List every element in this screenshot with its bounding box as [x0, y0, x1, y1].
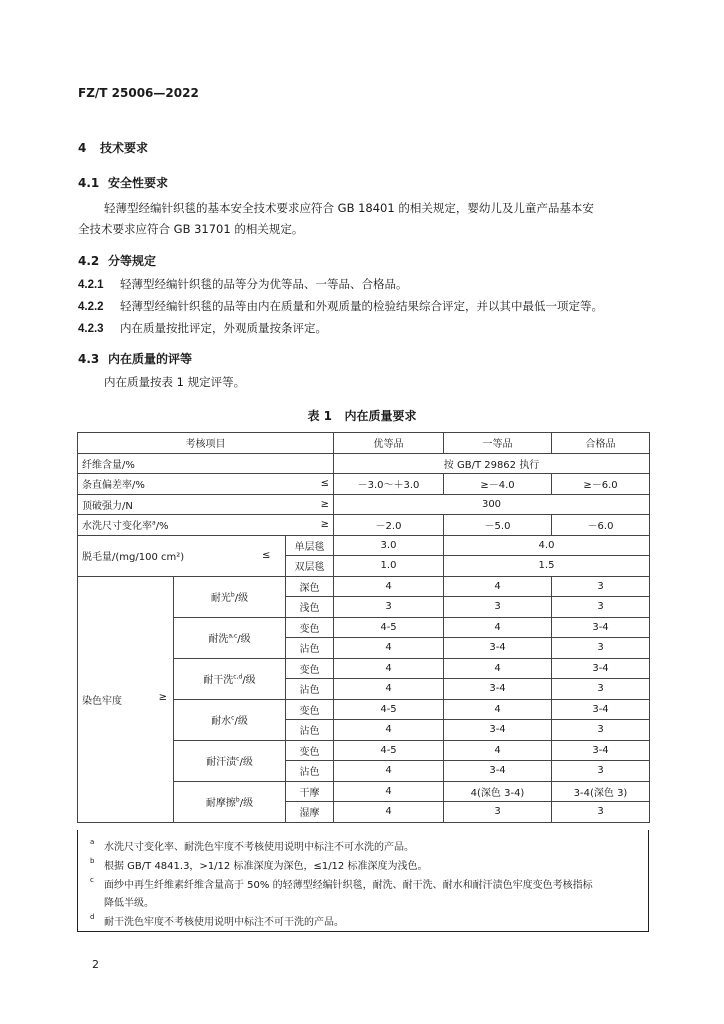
clause-text: 轻薄型经编针织毯的品等由内在质量和外观质量的检验结果综合评定，并以其中最低一项定等。 [120, 299, 603, 313]
cell-value: 4 [444, 699, 552, 720]
cell-value: 4-5 [334, 699, 444, 720]
cell-value: 4 [334, 761, 444, 782]
cell-value: 4 [334, 781, 444, 802]
sub-label: 变色 [286, 699, 334, 720]
comparison-symbol: ≤ [286, 474, 334, 495]
table-row [78, 515, 650, 536]
sub-label: 沾色 [286, 638, 334, 659]
row-label: 条直偏差率/% [78, 474, 286, 495]
cell-value: 3.0 [334, 535, 444, 556]
footnote: 降低半级。 [104, 898, 154, 909]
sub-label: 沾色 [286, 720, 334, 741]
section-number: 4.2 [78, 254, 100, 268]
cell-value: 3 [444, 597, 552, 618]
header-cell: 合格品 [552, 433, 650, 454]
section-title: 分等规定 [108, 254, 157, 268]
group-label: 耐摩擦$^b$/级 [174, 781, 286, 822]
cell-value: 4 [334, 720, 444, 741]
paragraph-line: 全技术要求应符合 GB 31701 的相关规定。 [78, 222, 304, 236]
footnote-mark: a [152, 519, 156, 527]
cell-value: 3-4 [444, 761, 552, 782]
standard-code: FZ/T 25006—2022 [78, 86, 199, 100]
cell-value: 3-4 [552, 658, 650, 679]
section-title: 技术要求 [100, 141, 149, 155]
cell-value: 4 [334, 802, 444, 823]
sub-label: 湿摩 [286, 802, 334, 823]
clause-number: 4.2.2 [78, 301, 104, 313]
section-4-heading [78, 139, 148, 156]
paragraph-line: 内在质量按表 1 规定评等。 [104, 375, 246, 389]
table-row [78, 453, 650, 474]
fastness-label-cell [78, 576, 174, 822]
cell-value: 3-4(深色 3) [552, 781, 650, 802]
table-footnotes [77, 830, 649, 932]
clause-item [78, 298, 603, 314]
cell-value: 3-4 [444, 679, 552, 700]
cell-value: 3 [334, 597, 444, 618]
clause-number: 4.2.1 [78, 279, 104, 291]
sub-label: 深色 [286, 576, 334, 597]
page-number: 2 [92, 958, 99, 971]
clause-item [78, 276, 408, 292]
quality-requirements-table [77, 432, 650, 823]
group-label: 耐洗$^{a,c}$/级 [174, 617, 286, 658]
sub-label: 变色 [286, 617, 334, 638]
cell-value: －5.0 [444, 515, 552, 536]
section-title: 安全性要求 [108, 176, 169, 190]
cell-value: ≥－6.0 [552, 474, 650, 495]
cell-value: 3-4 [444, 720, 552, 741]
cell-value: 4-5 [334, 740, 444, 761]
section-4-3-heading [78, 350, 192, 367]
cell-value: 3 [444, 802, 552, 823]
row-label: 脱毛量/(mg/100 cm²) [78, 535, 248, 576]
table-row [78, 494, 650, 515]
section-4-1-heading [78, 174, 168, 191]
cell-value: 3 [552, 720, 650, 741]
row-label: 水洗尺寸变化率$^a$/% [78, 515, 286, 536]
footnote: d 耐干洗色牢度不考核使用说明中标注不可干洗的产品。 [90, 913, 344, 928]
footnote: b 根据 GB/T 4841.3，>1/12 标准深度为深色，≤1/12 标准深度为浅色。 [90, 857, 428, 872]
footnote: c 面纱中再生纤维素纤维含量高于 50% 的轻薄型经编针织毯，耐洗、耐干洗、耐水和耐汗渍色牢度变色考核指标 [90, 876, 593, 891]
cell-value: 4 [444, 617, 552, 638]
cell-value: 3 [552, 576, 650, 597]
paragraph-line: 轻薄型经编针织毯的基本安全技术要求应符合 GB 18401 的相关规定，婴幼儿及儿童产品基本安 [104, 201, 594, 215]
cell-value: －2.0 [334, 515, 444, 536]
cell-value: 3 [552, 802, 650, 823]
cell-value: 4 [334, 576, 444, 597]
cell-value: 3-4 [552, 617, 650, 638]
cell-value: 3-4 [552, 740, 650, 761]
header-cell: 优等品 [334, 433, 444, 454]
sub-label: 干摩 [286, 781, 334, 802]
section-4-2-heading [78, 252, 156, 269]
section-title: 内在质量的评等 [108, 352, 193, 366]
row-label: 染色牢度 [82, 695, 122, 707]
cell-value: 4(深色 3-4) [444, 781, 552, 802]
group-label: 耐水$^c$/级 [174, 699, 286, 740]
group-label: 耐光$^b$/级 [174, 576, 286, 617]
cell-value: 3-4 [444, 638, 552, 659]
footnote: a 水洗尺寸变化率、耐洗色牢度不考核使用说明中标注不可水洗的产品。 [90, 838, 414, 853]
cell-value: 3 [552, 597, 650, 618]
table-caption: 表 1 内在质量要求 [307, 409, 417, 423]
cell-value: 4 [334, 679, 444, 700]
clause-text: 轻薄型经编针织毯的品等分为优等品、一等品、合格品。 [120, 277, 408, 291]
cell-value: 4 [444, 658, 552, 679]
comparison-symbol: ≤ [248, 535, 286, 576]
sub-label: 浅色 [286, 597, 334, 618]
cell-value: 3 [552, 761, 650, 782]
section-number: 4 [78, 141, 87, 155]
cell-value: 300 [334, 494, 650, 515]
sub-label: 双层毯 [286, 556, 334, 577]
sub-label: 沾色 [286, 679, 334, 700]
cell-value: 4-5 [334, 617, 444, 638]
comparison-symbol: ≥ [286, 515, 334, 536]
cell-value: －6.0 [552, 515, 650, 536]
clause-number: 4.2.3 [78, 323, 104, 335]
header-cell: 考核项目 [78, 433, 334, 454]
group-label: 耐干洗$^{c,d}$/级 [174, 658, 286, 699]
sub-label: 变色 [286, 740, 334, 761]
cell-value: 3 [552, 679, 650, 700]
table-row [78, 576, 650, 597]
cell-value: 4 [444, 576, 552, 597]
sub-label: 沾色 [286, 761, 334, 782]
cell-value: －3.0～＋3.0 [334, 474, 444, 495]
cell-value: 4.0 [444, 535, 650, 556]
comparison-symbol: ≥ [286, 494, 334, 515]
cell-value: 4 [334, 658, 444, 679]
sub-label: 变色 [286, 658, 334, 679]
row-label: 顶破强力/N [78, 494, 286, 515]
header-cell: 一等品 [444, 433, 552, 454]
clause-item [78, 320, 327, 336]
cell-value: 4 [334, 638, 444, 659]
cell-value: 3-4 [552, 699, 650, 720]
table-header-row [78, 433, 650, 454]
cell-value: ≥－4.0 [444, 474, 552, 495]
section-number: 4.1 [78, 176, 100, 190]
cell-value: 1.0 [334, 556, 444, 577]
sub-label: 单层毯 [286, 535, 334, 556]
row-label: 纤维含量/% [78, 453, 334, 474]
cell-value: 按 GB/T 29862 执行 [334, 453, 650, 474]
section-number: 4.3 [78, 352, 100, 366]
comparison-symbol: ≥ [158, 691, 167, 703]
cell-value: 4 [444, 740, 552, 761]
table-row [78, 535, 650, 556]
table-row [78, 474, 650, 495]
group-label: 耐汗渍$^c$/级 [174, 740, 286, 781]
clause-text: 内在质量按批评定，外观质量按条评定。 [120, 321, 327, 335]
cell-value: 1.5 [444, 556, 650, 577]
cell-value: 3 [552, 638, 650, 659]
